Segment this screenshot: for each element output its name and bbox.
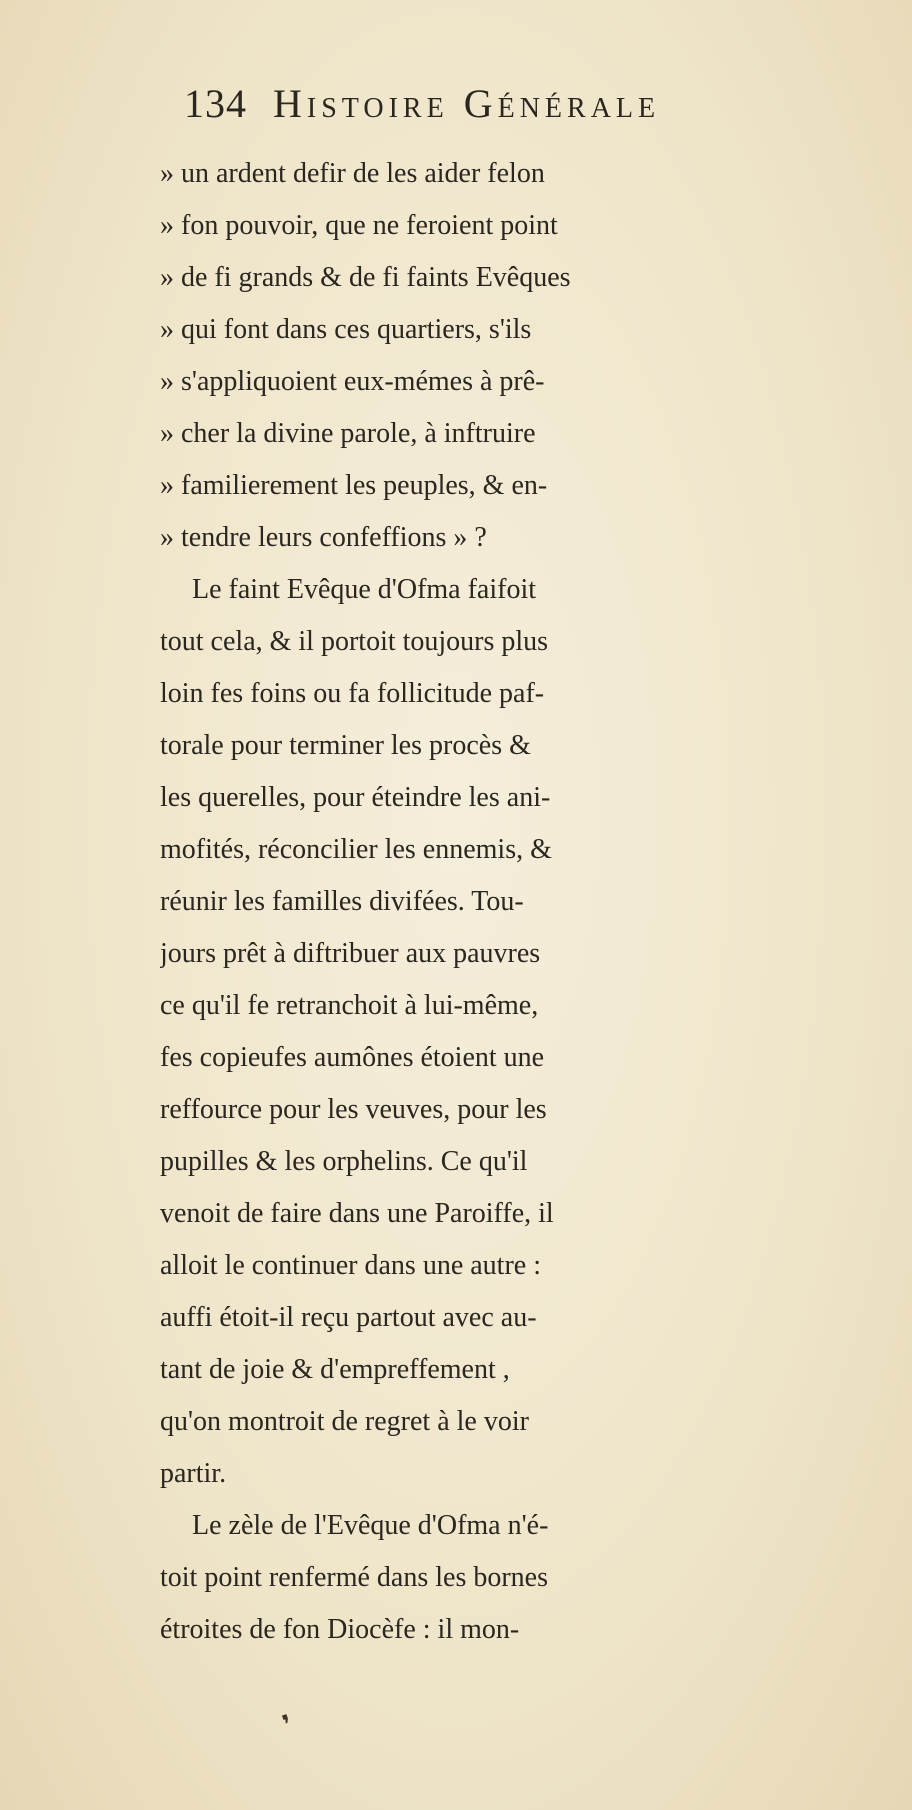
page-number: 134 (184, 81, 247, 126)
text-line: les querelles, pour éteindre les ani- (160, 782, 551, 813)
text-line: alloit le continuer dans une autre : (160, 1250, 541, 1281)
text-line: partir. (160, 1458, 227, 1489)
text-line: qu'on montroit de regret à le voir (160, 1406, 529, 1437)
text-line: » fon pouvoir, que ne feroient point (160, 210, 558, 241)
text-line: tout cela, & il portoit toujours plus (160, 626, 549, 657)
text-line: jours prêt à diftribuer aux pauvres (160, 938, 541, 969)
text-line: » familierement les peuples, & en- (160, 470, 548, 501)
text-line: tant de joie & d'empreffement , (160, 1354, 510, 1385)
text-line: loin fes foins ou fa follicitude paf- (160, 678, 545, 709)
text-line: » cher la divine parole, à inftruire (160, 418, 536, 449)
text-line: toit point renfermé dans les bornes (160, 1562, 549, 1593)
text-line: Le zèle de l'Evêque d'Ofma n'é- (192, 1510, 549, 1541)
text-line: » de fi grands & de fi faints Evêques (160, 262, 571, 293)
ink-speck: ❜ (279, 1709, 298, 1741)
text-line: pupilles & les orphelins. Ce qu'il (160, 1146, 528, 1177)
text-line: mofités, réconcilier les ennemis, & (160, 834, 552, 865)
text-line: reffource pour les veuves, pour les (160, 1094, 547, 1125)
text-line: » un ardent defir de les aider felon (160, 158, 545, 189)
text-line: étroites de fon Diocèfe : il mon- (160, 1614, 520, 1645)
text-line: venoit de faire dans une Paroiffe, il (160, 1198, 554, 1229)
text-line: auffi étoit-il reçu partout avec au- (160, 1302, 537, 1333)
text-line: torale pour terminer les procès & (160, 730, 531, 761)
running-title: Histoire Générale (273, 81, 661, 126)
text-line: Le faint Evêque d'Ofma faifoit (192, 574, 537, 605)
text-line: » s'appliquoient eux-mémes à prê- (160, 366, 545, 397)
body-text (160, 148, 860, 1656)
page-header (184, 80, 844, 150)
text-line: ce qu'il fe retranchoit à lui-même, (160, 990, 539, 1021)
text-line: » qui font dans ces quartiers, s'ils (160, 314, 532, 345)
text-line: réunir les familles divifées. Tou- (160, 886, 524, 917)
text-line: » tendre leurs confeffions » ? (160, 522, 487, 553)
text-line: fes copieufes aumônes étoient une (160, 1042, 545, 1073)
